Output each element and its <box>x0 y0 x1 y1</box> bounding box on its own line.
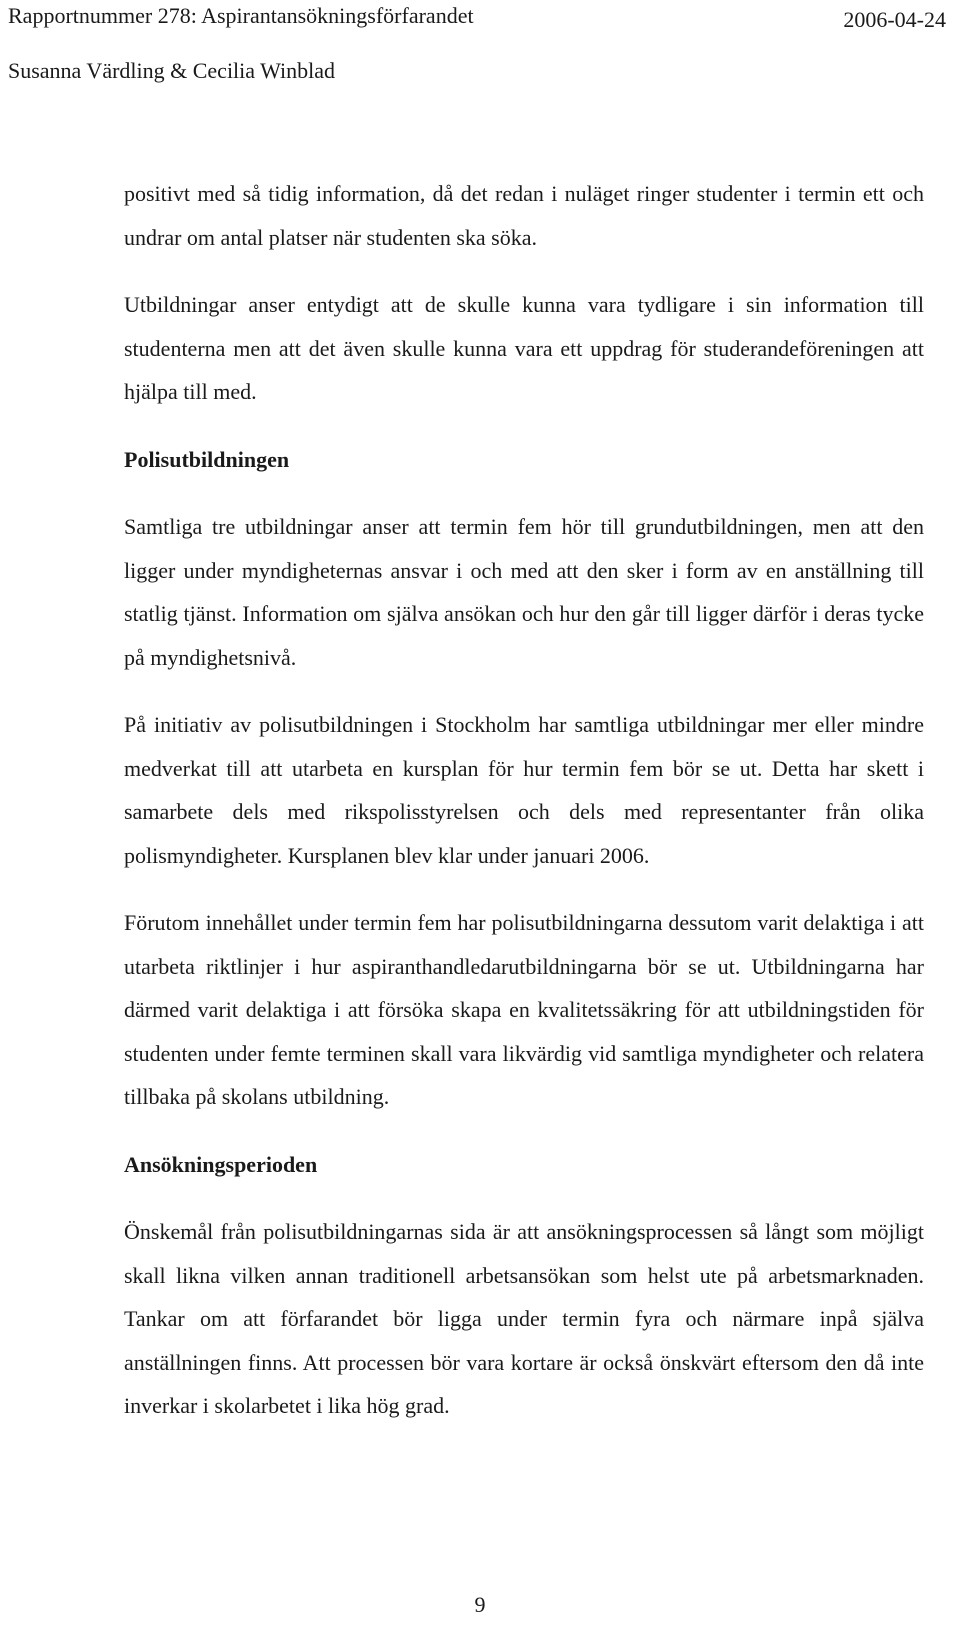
paragraph-3: Samtliga tre utbildningar anser att termin fem hör till grundutbildningen, men att den ligger under myndigheternas ansvar i och med att den sker i form av en anställning till statlig tjänst. Information om själva ansökan och hur den går till ligger därför i deras tycke på myndighetsnivå. <box>124 514 924 670</box>
report-title: Rapportnummer 278: Aspirantansökningsförfarandet <box>8 3 474 28</box>
section-heading-polisutbildningen: Polisutbildningen <box>124 446 290 472</box>
paragraph-6: Önskemål från polisutbildningarnas sida är att ansökningsprocessen så långt som möjligt skall likna vilken annan traditionell arbetsansökan som helst ute på arbetsmarknaden. Tankar om att förfarandet bör ligga under termin fyra och närmare inpå själva anställningen finns. Att processen bör vara kortare är också önskvärt eftersom den då inte inverkar i skolarbetet i lika hög grad. <box>124 1219 924 1418</box>
document-body <box>124 172 924 1452</box>
page-number: 9 <box>474 1592 486 1617</box>
report-date: 2006-04-24 <box>843 7 946 32</box>
report-authors: Susanna Värdling & Cecilia Winblad <box>8 58 336 83</box>
paragraph-5: Förutom innehållet under termin fem har polisutbildningarna dessutom varit delaktiga i att utarbeta riktlinjer i hur aspiranthandledarutbildningarna bör se ut. Utbildningarna har därmed varit delaktiga i att försöka skapa en kvalitetssäkring för att utbildningstiden för studenten under femte terminen skall vara likvärdig vid samtliga myndigheter och relatera tillbaka på skolans utbildning. <box>124 910 924 1109</box>
paragraph-4: På initiativ av polisutbildningen i Stockholm har samtliga utbildningar mer eller mindre medverkat till att utarbeta en kursplan för hur termin fem bör se ut. Detta har skett i samarbete dels med rikspolisstyrelsen och dels med representanter från olika polismyndigheter. Kursplanen blev klar under januari 2006. <box>124 712 924 868</box>
paragraph-2: Utbildningar anser entydigt att de skulle kunna vara tydligare i sin information till studenterna men att det även skulle kunna vara ett uppdrag för studerandeföreningen att hjälpa till med. <box>124 292 924 404</box>
paragraph-1: positivt med så tidig information, då det redan i nuläget ringer studenter i termin ett och undrar om antal platser när studenten ska söka. <box>124 181 924 250</box>
section-heading-ansokningsperioden: Ansökningsperioden <box>124 1151 318 1177</box>
